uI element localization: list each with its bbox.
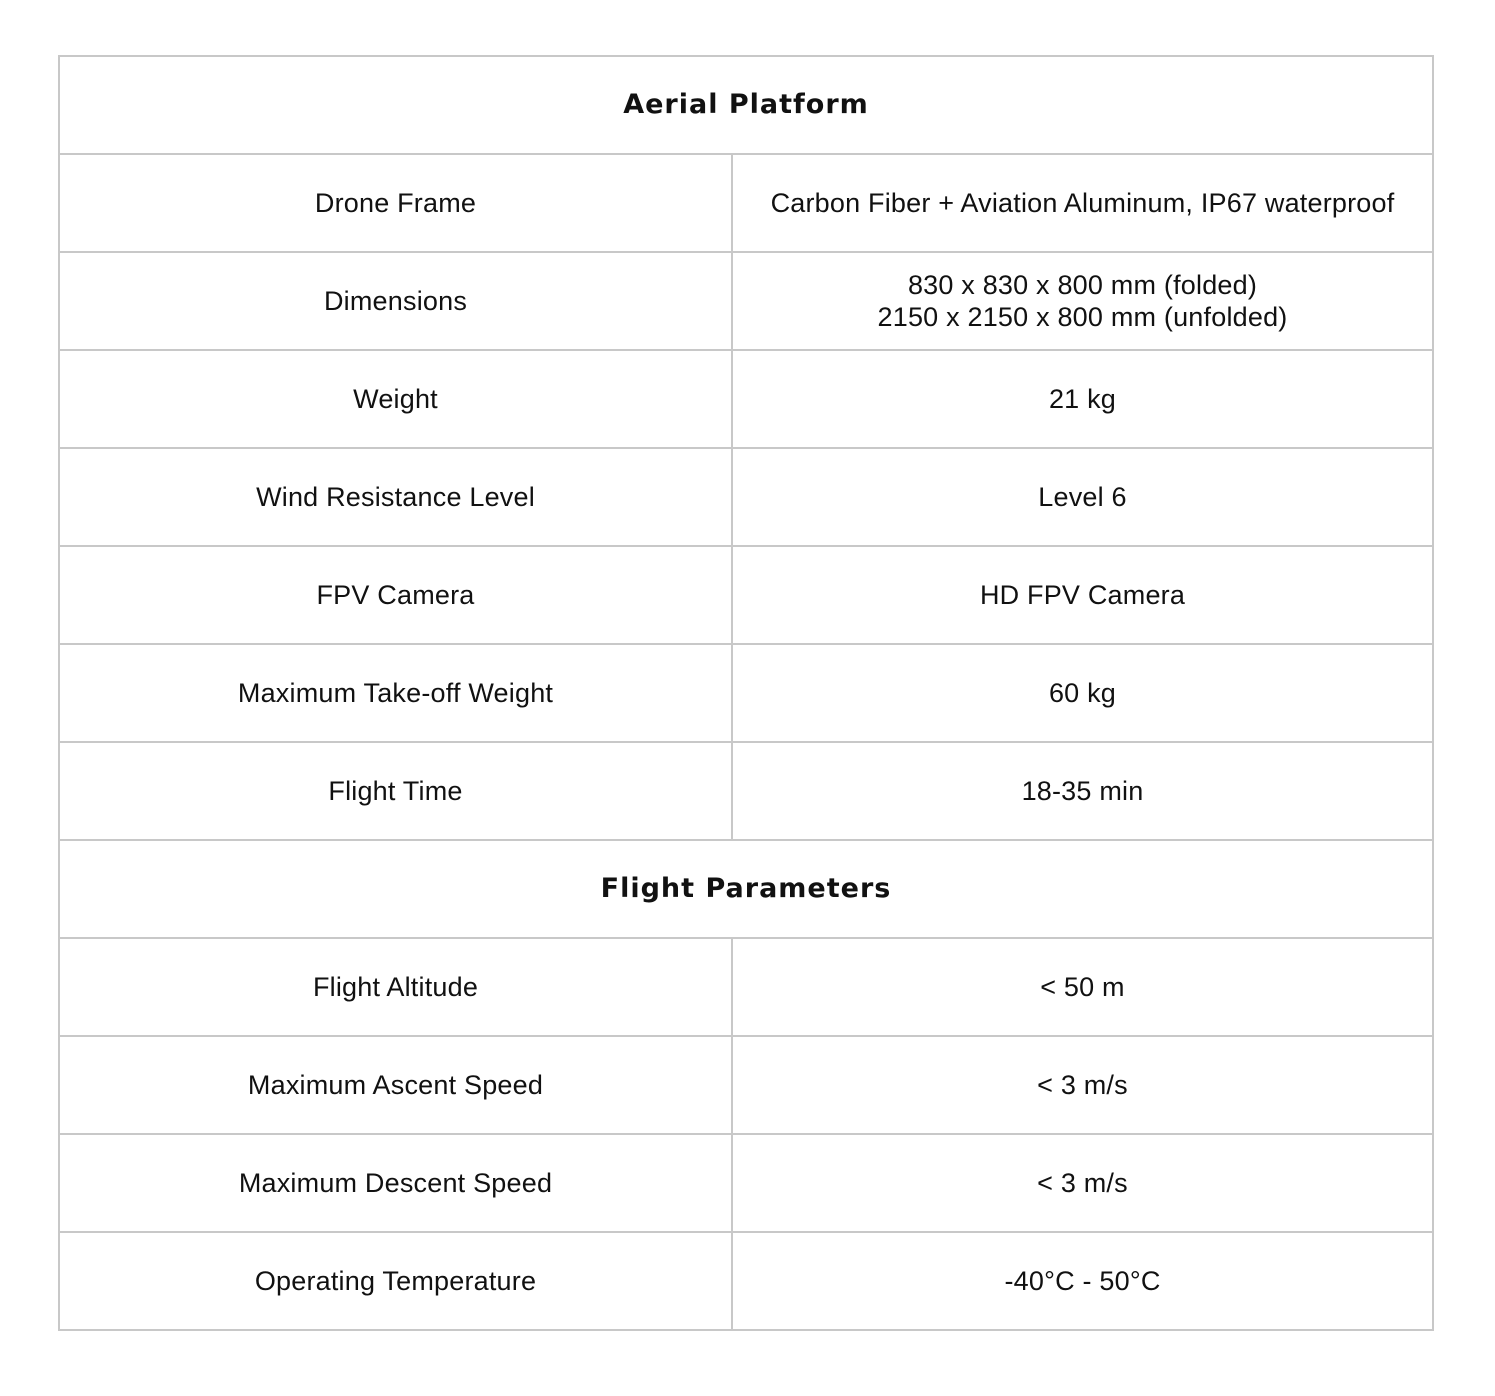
row-value: [732, 252, 1433, 350]
row-value: [732, 448, 1433, 546]
value-line: 18-35 min: [1021, 776, 1144, 806]
value-line: Level 6: [1038, 482, 1127, 512]
table-row: [59, 350, 1433, 448]
table-row: [59, 154, 1433, 252]
row-value: [732, 742, 1433, 840]
row-value: [732, 154, 1433, 252]
table-row: [59, 546, 1433, 644]
row-label: Maximum Ascent Speed: [59, 1036, 732, 1134]
row-value: [732, 350, 1433, 448]
row-label: Flight Altitude: [59, 938, 732, 1036]
row-label: Operating Temperature: [59, 1232, 732, 1330]
table-row: [59, 1134, 1433, 1232]
value-line: 60 kg: [1048, 678, 1117, 708]
value-line: HD FPV Camera: [979, 580, 1186, 610]
row-label: Maximum Descent Speed: [59, 1134, 732, 1232]
row-label: Weight: [59, 350, 732, 448]
row-value: [732, 938, 1433, 1036]
row-label: Wind Resistance Level: [59, 448, 732, 546]
value-line: 830 x 830 x 800 mm (folded): [907, 270, 1258, 300]
spec-table: [58, 55, 1434, 1331]
section-header-row: [59, 56, 1433, 154]
value-line: -40°C - 50°C: [1004, 1266, 1161, 1296]
row-value: [732, 1232, 1433, 1330]
section-title-aerial-platform: Aerial Platform: [59, 56, 1433, 154]
table-row: [59, 1036, 1433, 1134]
row-value: [732, 644, 1433, 742]
value-line: 2150 x 2150 x 800 mm (unfolded): [877, 302, 1288, 332]
section-title-flight-parameters: Flight Parameters: [59, 840, 1433, 938]
row-value: [732, 1134, 1433, 1232]
row-value: [732, 546, 1433, 644]
row-label: Dimensions: [59, 252, 732, 350]
table-row: [59, 1232, 1433, 1330]
table-row: [59, 644, 1433, 742]
value-line: Carbon Fiber + Aviation Aluminum, IP67 waterproof: [770, 188, 1395, 218]
table-row: [59, 938, 1433, 1036]
table-row: [59, 252, 1433, 350]
value-line: < 50 m: [1040, 972, 1125, 1002]
row-label: FPV Camera: [59, 546, 732, 644]
value-line: < 3 m/s: [1037, 1070, 1128, 1100]
table-row: [59, 448, 1433, 546]
value-line: 21 kg: [1048, 384, 1117, 414]
row-label: Maximum Take-off Weight: [59, 644, 732, 742]
section-header-row: [59, 840, 1433, 938]
table-row: [59, 742, 1433, 840]
row-label: Drone Frame: [59, 154, 732, 252]
row-value: [732, 1036, 1433, 1134]
row-label: Flight Time: [59, 742, 732, 840]
value-line: < 3 m/s: [1037, 1168, 1128, 1198]
